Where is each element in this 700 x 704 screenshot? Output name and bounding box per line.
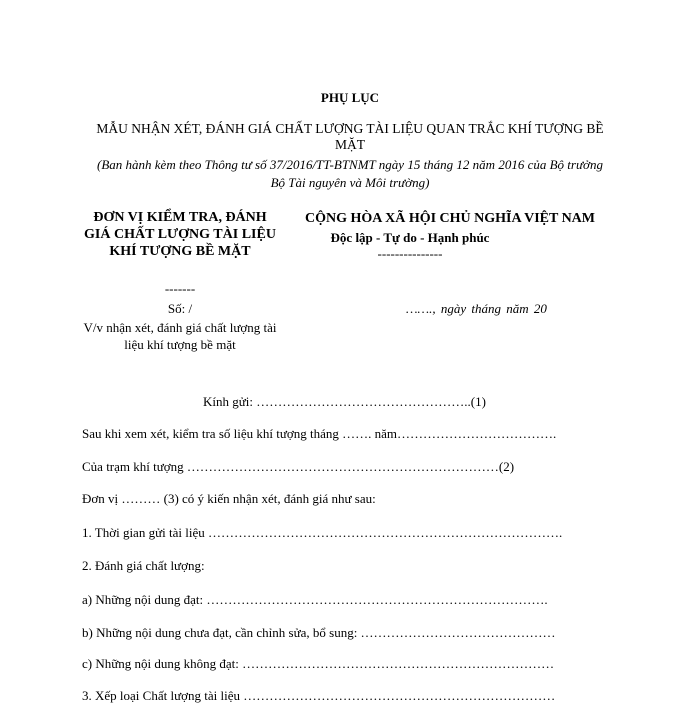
issuing-unit-name: ĐƠN VỊ KIỂM TRA, ĐÁNH GIÁ CHẤT LƯỢNG TÀI LIỆU KHÍ TƯỢNG BỀ MẶT — [84, 210, 276, 259]
date-line: ……., ngày tháng năm 20 — [406, 301, 547, 316]
issued-by-note: (Ban hành kèm theo Thông tư số 37/2016/TT-BTNMT ngày 15 tháng 12 năm 2016 của Bộ trưởng Bộ Tài nguyên và Môi trường) — [97, 157, 603, 190]
body-line-quality-rating: 3. Xếp loại Chất lượng tài liệu ……………………………………………………………… — [82, 688, 556, 703]
right-divider: --------------- — [377, 246, 443, 261]
document-number: Số: / — [167, 301, 193, 316]
body-line-submission-time: 1. Thời gian gửi tài liệu ………………………………………………………………………. — [82, 525, 563, 540]
national-motto: Độc lập - Tự do - Hạnh phúc — [330, 230, 490, 245]
form-subtitle: MẪU NHẬN XÉT, ĐÁNH GIÁ CHẤT LƯỢNG TÀI LIỆU QUAN TRẮC KHÍ TƯỢNG BỀ MẶT — [96, 121, 604, 152]
body-line-revision-items: b) Những nội dung chưa đạt, cần chỉnh sửa, bổ sung: ……………………………………… — [82, 625, 556, 640]
nation-heading: CỘNG HÒA XÃ HỘI CHỦ NGHĨA VIỆT NAM — [304, 211, 595, 226]
document-title: PHỤ LỤC — [320, 90, 380, 105]
body-line-review: Sau khi xem xét, kiểm tra số liệu khí tượng tháng ……. năm………………………………. — [82, 426, 557, 441]
body-line-unit: Đơn vị ……… (3) có ý kiến nhận xét, đánh giá như sau: — [82, 491, 376, 506]
body-line-station: Của trạm khí tượng ………………………………………………………………(2) — [82, 459, 515, 474]
body-line-failed-items: c) Những nội dung không đạt: ……………………………………………………………… — [82, 656, 555, 671]
recipient-line: Kính gửi: …………………………………………..(1) — [203, 394, 486, 409]
body-line-passed-items: a) Những nội dung đạt: ……………………………………………………………………. — [82, 592, 548, 607]
left-divider: ------- — [164, 281, 196, 296]
document-subject: V/v nhận xét, đánh giá chất lượng tài liệu khí tượng bề mặt — [83, 320, 277, 352]
body-line-quality-heading: 2. Đánh giá chất lượng: — [82, 558, 205, 573]
